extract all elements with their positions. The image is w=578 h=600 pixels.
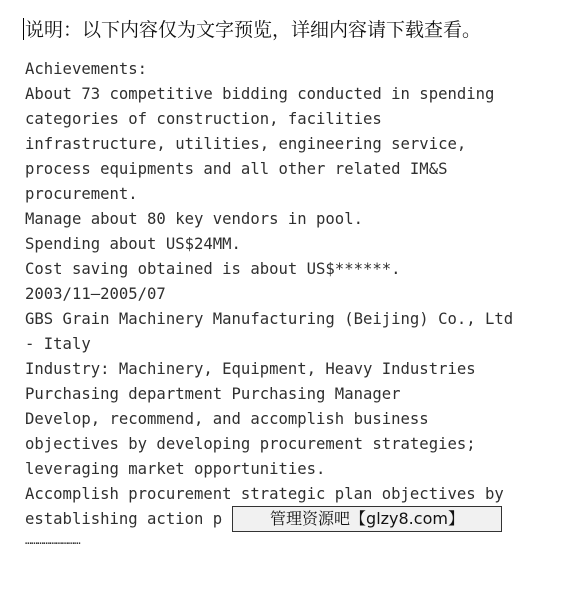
doc-line: Manage about 80 key vendors in pool. (25, 210, 363, 228)
document-text (25, 57, 570, 532)
doc-line: 2003/11—2005/07 (25, 285, 166, 303)
truncation-ellipsis: ……………………… (25, 534, 81, 547)
doc-line: process equipments and all other related IM&S (25, 160, 448, 178)
doc-line: Purchasing department Purchasing Manager (25, 385, 401, 403)
doc-line: Cost saving obtained is about US$******. (25, 260, 401, 278)
doc-line: establishing action p (25, 510, 223, 528)
doc-line: GBS Grain Machinery Manufacturing (Beijing) Co., Ltd (25, 310, 514, 328)
doc-line: leveraging market opportunities. (25, 460, 326, 478)
doc-line: Develop, recommend, and accomplish business (25, 410, 429, 428)
doc-line: categories of construction, facilities (25, 110, 382, 128)
doc-line: - Italy (25, 335, 91, 353)
doc-line: Industry: Machinery, Equipment, Heavy Industries (25, 360, 476, 378)
doc-line: objectives by developing procurement strategies; (25, 435, 476, 453)
watermark-banner: 管理资源吧【glzy8.com】 (232, 506, 502, 532)
doc-line: Spending about US$24MM. (25, 235, 241, 253)
doc-line: Accomplish procurement strategic plan objectives by (25, 485, 504, 503)
doc-line: procurement. (25, 185, 138, 203)
doc-line: About 73 competitive bidding conducted in spending (25, 85, 495, 103)
doc-line: Achievements: (25, 60, 148, 78)
text-cursor (23, 18, 24, 40)
doc-line: infrastructure, utilities, engineering service, (25, 135, 467, 153)
preview-notice: 说明：以下内容仅为文字预览，详细内容请下载查看。 (25, 19, 482, 41)
